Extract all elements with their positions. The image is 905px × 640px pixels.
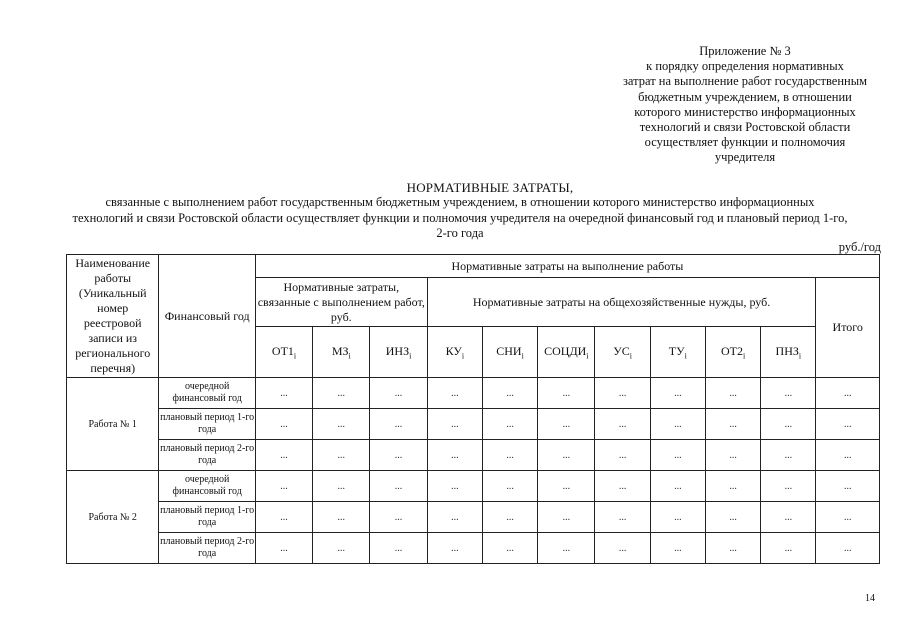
- value-cell: ...: [370, 378, 427, 409]
- column-header-index: i: [521, 351, 524, 361]
- column-header-index: i: [742, 351, 746, 361]
- column-header-index: i: [629, 351, 632, 361]
- value-cell: ...: [705, 440, 760, 471]
- column-header-index: i: [684, 351, 687, 361]
- value-cell: ...: [482, 533, 537, 564]
- value-cell: ...: [370, 440, 427, 471]
- column-header-index: i: [348, 351, 351, 361]
- value-cell: ...: [705, 502, 760, 533]
- header-financial-year: Финансовый год: [159, 255, 255, 378]
- period-cell: плановый период 2-го года: [159, 440, 255, 471]
- header-total: Итого: [816, 278, 880, 378]
- value-cell: ...: [255, 440, 312, 471]
- period-cell: плановый период 1-го года: [159, 409, 255, 440]
- value-cell: ...: [595, 502, 650, 533]
- table-row: [67, 440, 880, 471]
- value-cell: ...: [595, 409, 650, 440]
- value-cell: ...: [482, 471, 537, 502]
- value-cell: ...: [538, 471, 595, 502]
- column-header: [538, 327, 595, 378]
- total-cell: ...: [816, 409, 880, 440]
- value-cell: ...: [427, 502, 482, 533]
- value-cell: ...: [255, 471, 312, 502]
- value-cell: ...: [705, 471, 760, 502]
- column-header: [650, 327, 705, 378]
- value-cell: ...: [761, 378, 816, 409]
- column-header: [427, 327, 482, 378]
- column-header: [482, 327, 537, 378]
- column-header: [370, 327, 427, 378]
- value-cell: ...: [482, 378, 537, 409]
- value-cell: ...: [370, 409, 427, 440]
- column-header: [313, 327, 370, 378]
- page-number: 14: [865, 593, 875, 604]
- column-header-label: СНИ: [496, 343, 522, 358]
- value-cell: ...: [595, 440, 650, 471]
- value-cell: ...: [595, 533, 650, 564]
- value-cell: ...: [650, 533, 705, 564]
- column-header-index: i: [798, 351, 802, 361]
- value-cell: ...: [650, 409, 705, 440]
- column-header-label: ОТ1: [271, 343, 294, 358]
- appendix-line: технологий и связи Ростовской области: [639, 120, 851, 135]
- subtitle-line: связанные с выполнением работ государственным бюджетным учреждением, в отношении которого министерство информационных: [105, 195, 815, 209]
- value-cell: ...: [255, 533, 312, 564]
- header-work-name: Наименование работы (Уникальный номер реестровой записи из регионального перечня): [67, 255, 159, 378]
- column-header: [705, 327, 760, 378]
- value-cell: ...: [650, 440, 705, 471]
- value-cell: ...: [595, 378, 650, 409]
- header-normative-costs: Нормативные затраты на выполнение работы: [255, 255, 879, 278]
- header-work-costs-group: Нормативные затраты, связанные с выполнением работ, руб.: [255, 278, 427, 327]
- work-name-cell: Работа № 1: [67, 378, 159, 471]
- value-cell: ...: [538, 409, 595, 440]
- unit-label: руб./год: [838, 240, 881, 254]
- value-cell: ...: [761, 409, 816, 440]
- work-name-cell: Работа № 2: [67, 471, 159, 564]
- column-header-index: i: [293, 351, 297, 361]
- value-cell: ...: [761, 440, 816, 471]
- value-cell: ...: [255, 409, 312, 440]
- period-cell: очередной финансовый год: [159, 378, 255, 409]
- value-cell: ...: [313, 533, 370, 564]
- column-header-label: СОЦДИ: [544, 343, 587, 358]
- table-row: [67, 378, 880, 409]
- value-cell: ...: [255, 378, 312, 409]
- column-header-label: УС: [613, 343, 630, 358]
- document-subtitle: [40, 195, 880, 242]
- appendix-line: Приложение № 3: [699, 44, 791, 58]
- table-body: [67, 378, 880, 564]
- value-cell: ...: [595, 471, 650, 502]
- total-cell: ...: [816, 471, 880, 502]
- appendix-line: к порядку определения нормативных: [646, 59, 844, 74]
- appendix-block: [600, 44, 890, 166]
- value-cell: ...: [705, 533, 760, 564]
- value-cell: ...: [313, 378, 370, 409]
- value-cell: ...: [427, 533, 482, 564]
- column-header-label: ИНЗ: [385, 343, 410, 358]
- table-row: [67, 502, 880, 533]
- value-cell: ...: [370, 471, 427, 502]
- value-cell: ...: [650, 471, 705, 502]
- table-row: [67, 409, 880, 440]
- subtitle-line: технологий и связи Ростовской области осуществляет функции и полномочия учредителя на очередной финансовый год и плановый период 1-го,: [72, 210, 848, 225]
- column-header-label: КУ: [445, 343, 462, 358]
- period-cell: очередной финансовый год: [159, 471, 255, 502]
- value-cell: ...: [427, 409, 482, 440]
- total-cell: ...: [816, 440, 880, 471]
- column-header-label: ТУ: [668, 343, 685, 358]
- value-cell: ...: [255, 502, 312, 533]
- value-cell: ...: [427, 440, 482, 471]
- total-cell: ...: [816, 533, 880, 564]
- column-header-label: МЗ: [331, 343, 349, 358]
- value-cell: ...: [370, 533, 427, 564]
- column-header: [595, 327, 650, 378]
- column-header-index: i: [461, 351, 465, 361]
- value-cell: ...: [370, 502, 427, 533]
- value-cell: ...: [538, 378, 595, 409]
- value-cell: ...: [313, 409, 370, 440]
- header-overhead-costs-group: Нормативные затраты на общехозяйственные нужды, руб.: [427, 278, 816, 327]
- value-cell: ...: [538, 502, 595, 533]
- value-cell: ...: [427, 471, 482, 502]
- value-cell: ...: [761, 502, 816, 533]
- column-header: [255, 327, 312, 378]
- value-cell: ...: [761, 533, 816, 564]
- value-cell: ...: [761, 471, 816, 502]
- value-cell: ...: [650, 502, 705, 533]
- appendix-line: осуществляет функции и полномочия: [644, 135, 846, 150]
- appendix-line: которого министерство информационных: [634, 104, 856, 119]
- table-row: [67, 471, 880, 502]
- value-cell: ...: [538, 440, 595, 471]
- appendix-line: бюджетным учреждением, в отношении: [638, 89, 852, 104]
- document-title: НОРМАТИВНЫЕ ЗАТРАТЫ,: [406, 180, 574, 195]
- period-cell: плановый период 2-го года: [159, 533, 255, 564]
- value-cell: ...: [482, 440, 537, 471]
- value-cell: ...: [538, 533, 595, 564]
- total-cell: ...: [816, 502, 880, 533]
- appendix-line: учредителя: [714, 150, 776, 165]
- value-cell: ...: [313, 440, 370, 471]
- subtitle-line: 2-го года: [436, 226, 484, 240]
- value-cell: ...: [427, 378, 482, 409]
- column-header-index: i: [586, 351, 589, 361]
- value-cell: ...: [650, 378, 705, 409]
- value-cell: ...: [482, 502, 537, 533]
- column-header-label: ПНЗ: [775, 343, 799, 358]
- column-header-index: i: [409, 351, 412, 361]
- column-header-label: ОТ2: [720, 343, 743, 358]
- table-row: [67, 533, 880, 564]
- column-header: [761, 327, 816, 378]
- value-cell: ...: [705, 378, 760, 409]
- value-cell: ...: [313, 502, 370, 533]
- period-cell: плановый период 1-го года: [159, 502, 255, 533]
- value-cell: ...: [482, 409, 537, 440]
- appendix-line: затрат на выполнение работ государственным: [622, 74, 868, 89]
- value-cell: ...: [705, 409, 760, 440]
- total-cell: ...: [816, 378, 880, 409]
- costs-table: [66, 254, 880, 564]
- value-cell: ...: [313, 471, 370, 502]
